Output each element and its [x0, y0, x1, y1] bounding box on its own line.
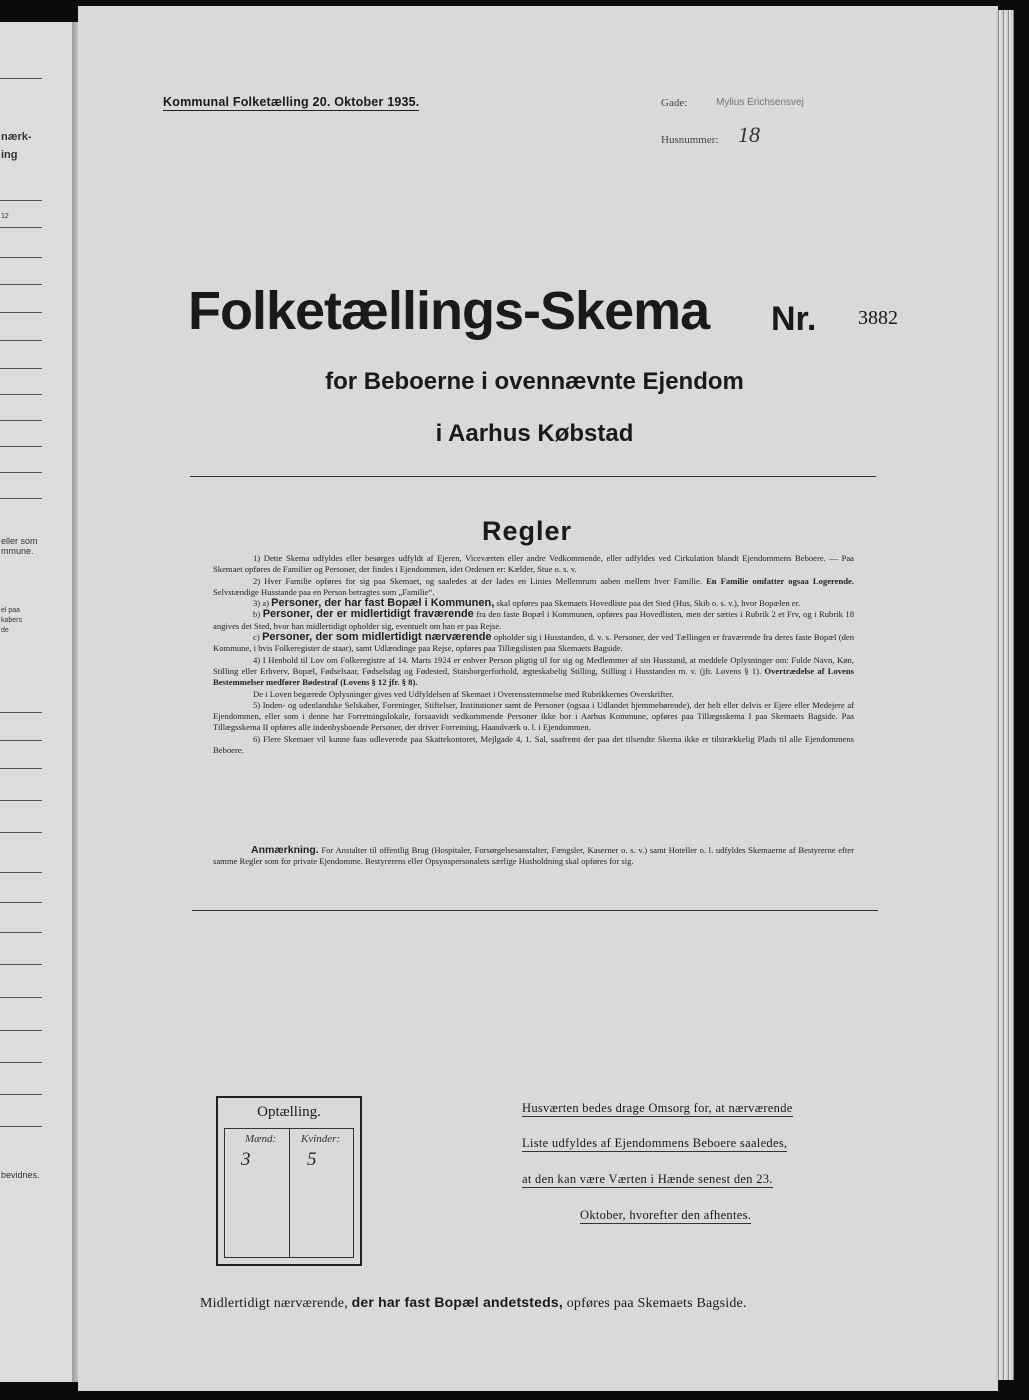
left-fragment-8: de [1, 627, 9, 634]
left-fragment-7: kabers [1, 617, 23, 624]
left-page-fragment [0, 22, 76, 1382]
left-fragment-1: nærk- [1, 131, 32, 143]
divider [192, 910, 878, 911]
count-box [216, 1096, 362, 1266]
divider [190, 476, 876, 477]
left-fragment-3: 12 [1, 213, 9, 220]
remark [213, 845, 854, 868]
street-value: Mylius Erichsensvej [716, 97, 804, 108]
form-subtitle: for Beboerne i ovennævnte Ejendom [325, 368, 744, 395]
census-title: Kommunal Folketælling 20. Oktober 1935. [163, 95, 420, 109]
men-count: 3 [241, 1149, 251, 1170]
form-title: Folketællings-Skema [188, 281, 710, 341]
street-label: Gade: [661, 97, 688, 109]
left-fragment-5: mmune. [1, 546, 34, 556]
rule-3c: c) Personer, der som midlertidigt nærværende opholder sig i Husstanden, d. v. s. Personer, der ved Tællingen er fraværende fra deres faste Bopæl (den Kommune, i hvis Folkeregister de staar), samt Udlændinge paa Rejse, opføres paa Tillægslisten paa Skemaets Bagside. [213, 631, 855, 654]
rule-4: 4) I Henhold til Lov om Folkeregistre af 14. Marts 1924 er enhver Person pligtig til for sig og Medlemmer af sin Husstand, at meddele Oplysninger om: Fulde Navn, Køn, Stilling eller Erhverv, Bopæl, Fødselsaar, Fødselsdag og Fødested, Statsborgerforhold, ægteskabelig Stilling, Stilling i Husstanden m. v. (jfr. Lovens § 1). Overtrædelse af Lovens Bestemmelser medfører Bødestraf (Lovens § 12 jfr. § 8). [213, 654, 854, 688]
rule-6: 6) Flere Skemaer vil kunne faas udleverede paa Skattekontoret, Mejlgade 4, 1. Sal, saafremt der paa det tilsendte Skema ikke er tilstrækkelig Plads til alle Ejendommens Beboere. [213, 733, 854, 756]
footer-note: Midlertidigt nærværende, der har fast Bopæl andetsteds, opføres paa Skemaets Bagside. [200, 1294, 747, 1311]
landlord-note-line: at den kan være Værten i Hænde senest den 23. [522, 1172, 773, 1186]
left-fragment-4: eller som [1, 536, 38, 546]
rules-heading: Regler [482, 516, 573, 546]
count-title: Optælling. [257, 1104, 321, 1120]
count-table [224, 1128, 354, 1258]
remark-heading: Anmærkning. [251, 844, 319, 856]
landlord-note-line: Oktober, hvorefter den afhentes. [580, 1208, 752, 1222]
landlord-note-line: Liste udfyldes af Ejendommens Beboere saaledes, [522, 1136, 788, 1150]
page-stack-edge [996, 10, 1014, 1380]
left-fragment-9: bevidnes. [1, 1170, 40, 1180]
form-subtitle-city: i Aarhus Købstad [435, 420, 634, 447]
rule-1: 1) Dette Skema udfyldes eller besørges udfyldt af Ejeren, Viceværten eller andre Vedkommende, eller udfyldes ved Cirkulation blandt Ejendommens Beboere. — Paa Skemaet opføres de Familier og Personer, der findes i Ejendommen, idet Ordenen er: Kælder, Stue o. s. v. [213, 553, 854, 575]
men-label: Mænd: [245, 1133, 277, 1145]
left-fragment-2: ing [1, 149, 18, 161]
rules-text [213, 553, 854, 756]
remark-text: For Anstalter til offentlig Brug (Hospitaler, Forsørgelsesanstalter, Fængsler, Kaserner o. s. v.) samt Hoteller o. l. udfyldes Skemaerne af Bestyrerne efter samme Regler som for private Ejendomme. Bestyrerens eller Opsynspersonalets særlige Husholdning skal opføres for sig. [213, 845, 854, 867]
form-number: 3882 [858, 307, 898, 329]
left-fragment-6: el paa [1, 607, 21, 614]
rule-5: 5) Inden- og udenlandske Selskaber, Foreninger, Stiftelser, Institutioner samt de Personer (ogsaa i Udlandet hjemmehørende), der helt eller delvis er Ejere eller Medejere af Ejendommen, eller som i denne har Forretningslokale, forsaavidt vedkommende Personer ikke bor i Aarhus Kommune, opføres paa Tillægsskema I paa Skemaets Bagside. Paa Tillægsskema II opføres alle indenbysboende Personer, der driver Forretning, Haandværk o. l. i Ejendommen. [213, 699, 854, 733]
women-label: Kvinder: [301, 1133, 341, 1145]
house-number-value: 18 [738, 122, 760, 147]
women-count: 5 [307, 1149, 317, 1170]
rule-3a: 3) a) Personer, der har fast Bopæl i Kommunen, skal opføres paa Skemaets Hovedliste paa det Sted (Hus, Skib o. s. v.), hvor Bopælen er. [253, 597, 801, 610]
landlord-note-line: Husværten bedes drage Omsorg for, at nærværende [522, 1101, 793, 1115]
rule-2: 2) Hver Familie opføres for sig paa Skemaet, og saaledes at der lades en Linies Mellemrum aaben mellem hver Familie. En Familie omfatter ogsaa Logerende. Selvstændige Husstande paa en Person betragtes som „Familie“. [213, 575, 855, 597]
form-nr-label: Nr. [771, 300, 817, 338]
rule-3b: b) Personer, der er midlertidigt fraværende fra den faste Bopæl i Kommunen, opføres paa Hovedlisten, men der sættes i Rubrik 2 et Frv, og i Rubrik 18 angives det Sted, hvor han midlertidigt opholder sig, eventuelt om han er paa Rejse. [213, 608, 854, 631]
rule-4-note: De i Loven begærede Oplysninger gives ved Udfyldelsen af Skemaet i Overensstemmelse med Rubrikkernes Overskrifter. [253, 688, 674, 699]
house-number-label: Husnummer: [661, 134, 719, 146]
